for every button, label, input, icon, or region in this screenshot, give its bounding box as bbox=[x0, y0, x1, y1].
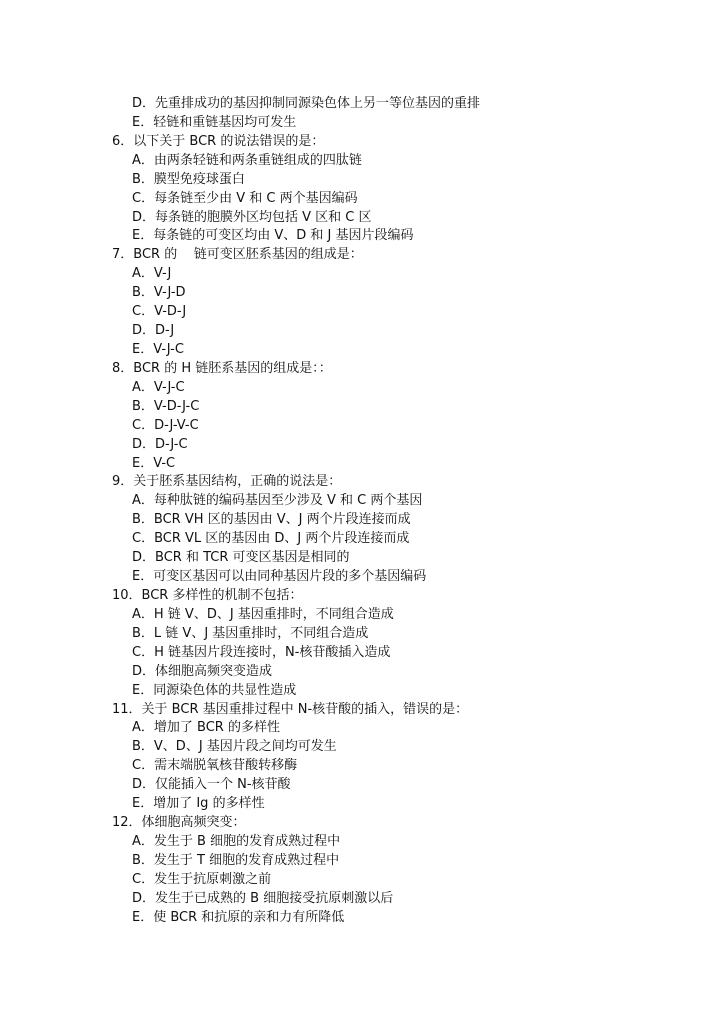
answer-option: D．发生于已成熟的 B 细胞接受抗原刺激以后 bbox=[132, 890, 394, 906]
answer-option: A．V-J bbox=[132, 266, 172, 282]
answer-option: C．H 链基因片段连接时，N-核苷酸插入造成 bbox=[132, 644, 391, 660]
answer-option: E．每条链的可变区均由 V、D 和 J 基因片段编码 bbox=[132, 228, 414, 244]
answer-option: E．同源染色体的共显性造成 bbox=[132, 682, 297, 698]
answer-option: C．发生于抗原刺激之前 bbox=[132, 871, 272, 887]
answer-option: C．每条链至少由 V 和 C 两个基因编码 bbox=[132, 190, 358, 206]
question-stem: 8．BCR 的 H 链胚系基因的组成是：： bbox=[112, 360, 332, 376]
answer-option: C．需末端脱氧核苷酸转移酶 bbox=[132, 758, 298, 774]
answer-option: D．仅能插入一个 N-核苷酸 bbox=[132, 777, 291, 793]
answer-option: B．膜型免疫球蛋白 bbox=[132, 171, 245, 187]
answer-option: A．H 链 V、D、J 基因重排时，不同组合造成 bbox=[132, 606, 394, 622]
answer-option: A．V-J-C bbox=[132, 379, 185, 395]
answer-option: E．可变区基因可以由同种基因片段的多个基因编码 bbox=[132, 569, 427, 585]
question-stem: 7．BCR 的 链可变区胚系基因的组成是： bbox=[112, 247, 363, 263]
question-list bbox=[112, 95, 712, 928]
answer-option: C．BCR VL 区的基因由 D、J 两个片段连接而成 bbox=[132, 531, 410, 547]
answer-option: B．V-J-D bbox=[132, 285, 186, 301]
answer-option: B．发生于 T 细胞的发育成熟过程中 bbox=[132, 852, 340, 868]
answer-option: D．BCR 和 TCR 可变区基因是相同的 bbox=[132, 550, 350, 566]
question-stem: 12．体细胞高频突变： bbox=[112, 815, 246, 831]
question-stem: 10．BCR 多样性的机制不包括： bbox=[112, 587, 303, 603]
answer-option: D．D-J-C bbox=[132, 436, 188, 452]
answer-option: E．V-C bbox=[132, 455, 176, 471]
answer-option: A．由两条轻链和两条重链组成的四肽链 bbox=[132, 152, 362, 168]
answer-option: D．先重排成功的基因抑制同源染色体上另一等位基因的重排 bbox=[132, 96, 481, 111]
answer-option: B．BCR VH 区的基因由 V、J 两个片段连接而成 bbox=[132, 512, 411, 528]
question-stem: 6．以下关于 BCR 的说法错误的是： bbox=[112, 133, 325, 149]
answer-option: C．V-D-J bbox=[132, 304, 187, 320]
answer-option: E．轻链和重链基因均可发生 bbox=[132, 114, 297, 130]
answer-option: E．使 BCR 和抗原的亲和力有所降低 bbox=[132, 909, 345, 925]
answer-option: D．体细胞高频突变造成 bbox=[132, 663, 273, 679]
answer-option: A．增加了 BCR 的多样性 bbox=[132, 720, 280, 736]
answer-option: B．V-D-J-C bbox=[132, 398, 200, 414]
answer-option: C．D-J-V-C bbox=[132, 417, 199, 433]
answer-option: D．D-J bbox=[132, 323, 175, 339]
answer-option: E．V-J-C bbox=[132, 341, 184, 357]
answer-option: A．每种肽链的编码基因至少涉及 V 和 C 两个基因 bbox=[132, 493, 423, 509]
question-stem: 9．关于胚系基因结构，正确的说法是： bbox=[112, 474, 342, 490]
answer-option: A．发生于 B 细胞的发育成熟过程中 bbox=[132, 833, 341, 849]
answer-option: B．L 链 V、J 基因重排时，不同组合造成 bbox=[132, 625, 369, 641]
answer-option: B．V、D、J 基因片段之间均可发生 bbox=[132, 739, 337, 755]
question-stem: 11．关于 BCR 基因重排过程中 N-核苷酸的插入，错误的是： bbox=[112, 701, 469, 717]
answer-option: D．每条链的胞膜外区均包括 V 区和 C 区 bbox=[132, 209, 372, 225]
answer-option: E．增加了 Ig 的多样性 bbox=[132, 796, 265, 812]
